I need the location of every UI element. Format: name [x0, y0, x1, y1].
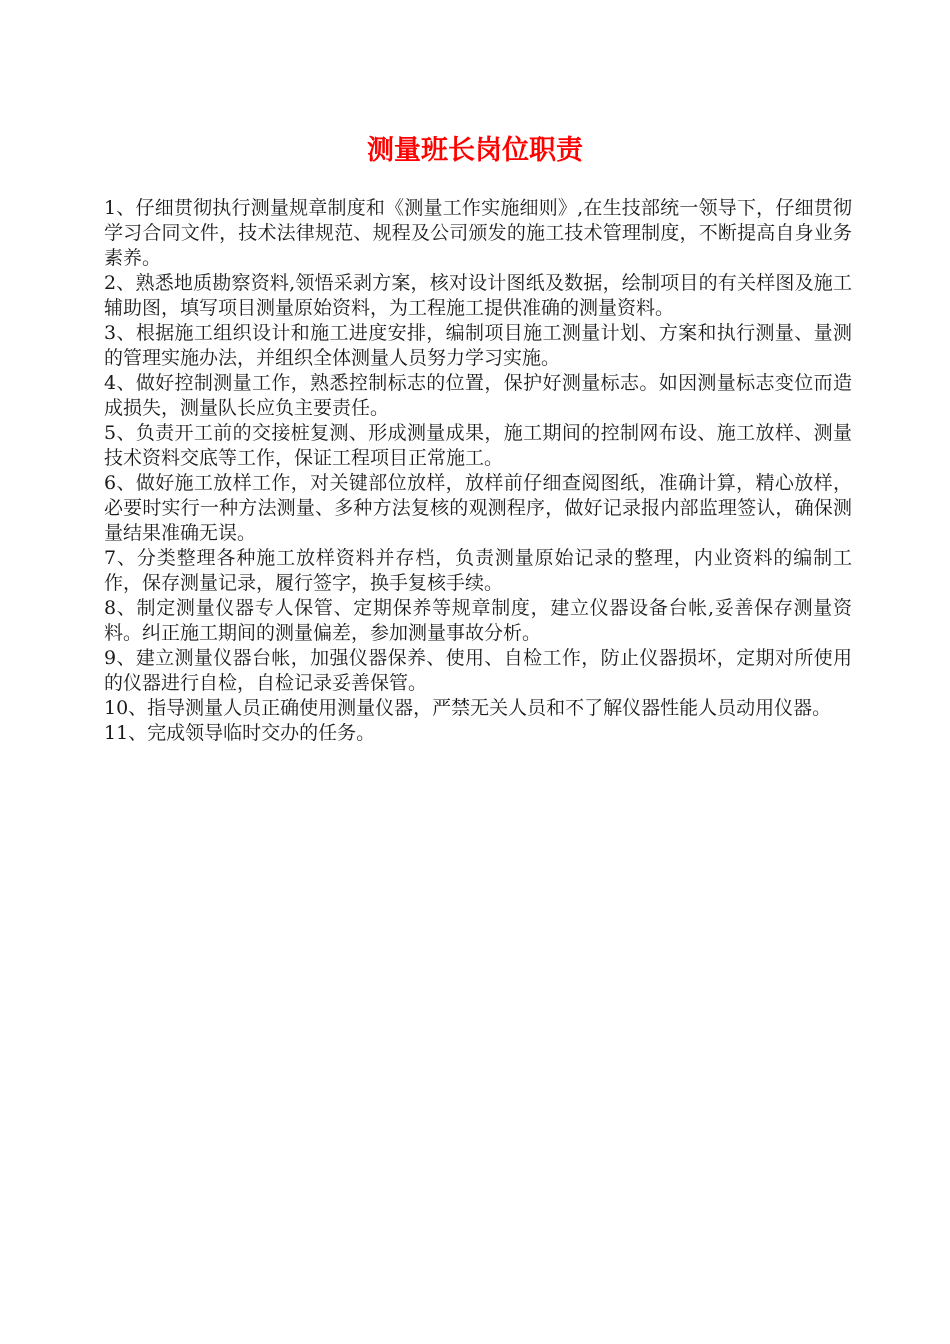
duty-item-3: 3、根据施工组织设计和施工进度安排，编制项目施工测量计划、方案和执行测量、量测的管理实施办法，并组织全体测量人员努力学习实施。 — [104, 322, 852, 369]
document-title: 测量班长岗位职责 — [367, 135, 583, 166]
duty-item-4: 4、做好控制测量工作，熟悉控制标志的位置，保护好测量标志。如因测量标志变位而造成损失，测量队长应负主要责任。 — [104, 372, 852, 419]
duty-item-7: 7、分类整理各种施工放样资料并存档，负责测量原始记录的整理，内业资料的编制工作，保存测量记录，履行签字，换手复核手续。 — [104, 547, 852, 594]
document-body — [104, 196, 852, 746]
duty-item-6: 6、做好施工放样工作，对关键部位放样，放样前仔细查阅图纸，准确计算，精心放样，必要时实行一种方法测量、多种方法复核的观测程序，做好记录报内部监理签认，确保测量结果准确无误。 — [104, 472, 852, 544]
duty-item-9: 9、建立测量仪器台帐，加强仪器保养、使用、自检工作，防止仪器损坏，定期对所使用的仪器进行自检，自检记录妥善保管。 — [104, 647, 852, 694]
duty-item-8: 8、制定测量仪器专人保管、定期保养等规章制度，建立仪器设备台帐,妥善保存测量资料。纠正施工期间的测量偏差，参加测量事故分析。 — [104, 597, 852, 644]
duty-item-2: 2、熟悉地质勘察资料,领悟采剥方案，核对设计图纸及数据，绘制项目的有关样图及施工辅助图，填写项目测量原始资料，为工程施工提供准确的测量资料。 — [104, 272, 852, 319]
duty-item-5: 5、负责开工前的交接桩复测、形成测量成果，施工期间的控制网布设、施工放样、测量技术资料交底等工作，保证工程项目正常施工。 — [104, 422, 852, 469]
duty-item-1: 1、仔细贯彻执行测量规章制度和《测量工作实施细则》,在生技部统一领导下，仔细贯彻学习合同文件，技术法律规范、规程及公司颁发的施工技术管理制度，不断提高自身业务素养。 — [104, 197, 852, 269]
duty-item-10: 10、指导测量人员正确使用测量仪器，严禁无关人员和不了解仪器性能人员动用仪器。 — [104, 697, 832, 719]
duty-item-11: 11、完成领导临时交办的任务。 — [104, 722, 376, 744]
